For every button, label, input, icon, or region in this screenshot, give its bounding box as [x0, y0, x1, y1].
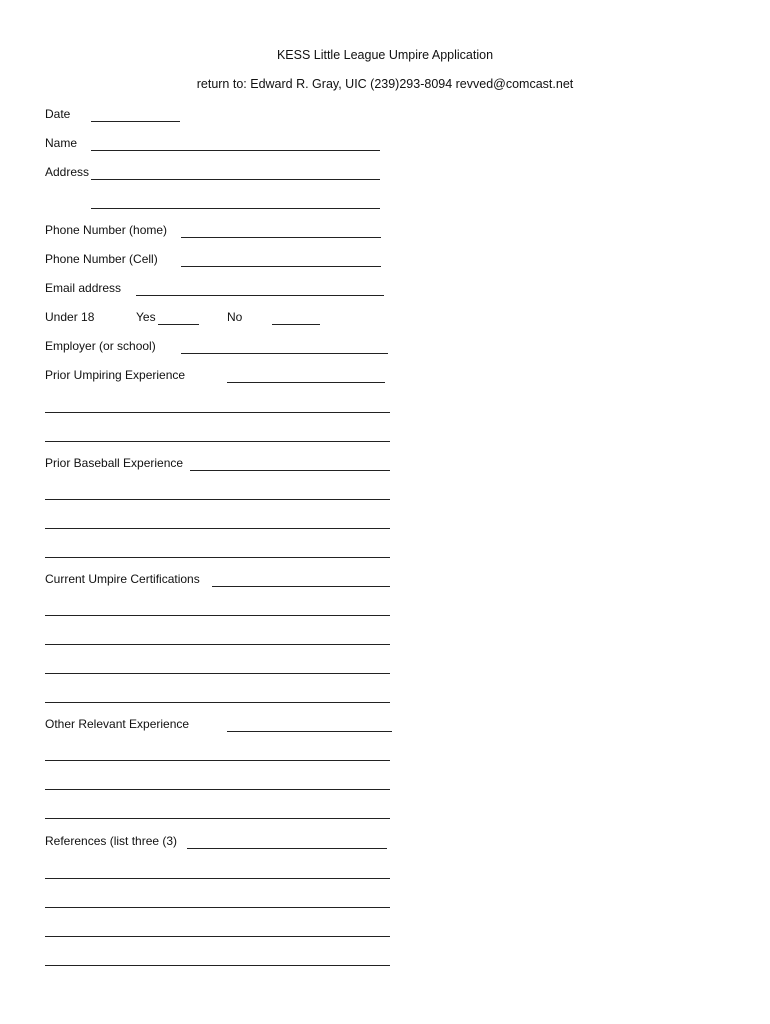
references-line-4[interactable] [45, 965, 390, 966]
employer-blank[interactable] [181, 353, 388, 354]
no-label: No [227, 310, 243, 324]
other-experience-line-3[interactable] [45, 818, 390, 819]
other-experience-label: Other Relevant Experience [45, 717, 190, 731]
address-blank-2[interactable] [91, 208, 380, 209]
references-blank[interactable] [187, 848, 387, 849]
under-18-label: Under 18 [45, 310, 95, 324]
references-label: References (list three (3) [45, 834, 178, 848]
return-to-line: return to: Edward R. Gray, UIC (239)293-8094 revved@comcast.net [196, 77, 574, 91]
address-label: Address [45, 165, 90, 179]
certifications-line-4[interactable] [45, 702, 390, 703]
date-label: Date [45, 107, 71, 121]
no-blank[interactable] [272, 324, 320, 325]
certifications-blank[interactable] [212, 586, 390, 587]
certifications-line-3[interactable] [45, 673, 390, 674]
email-blank[interactable] [136, 295, 384, 296]
date-blank[interactable] [91, 121, 180, 122]
prior-baseball-blank[interactable] [190, 470, 390, 471]
phone-cell-blank[interactable] [181, 266, 381, 267]
prior-umpiring-line-2[interactable] [45, 441, 390, 442]
certifications-line-2[interactable] [45, 644, 390, 645]
references-line-3[interactable] [45, 936, 390, 937]
yes-blank[interactable] [158, 324, 199, 325]
other-experience-line-2[interactable] [45, 789, 390, 790]
certifications-label: Current Umpire Certifications [45, 572, 200, 586]
phone-home-label: Phone Number (home) [45, 223, 168, 237]
prior-umpiring-blank[interactable] [227, 382, 385, 383]
certifications-line-1[interactable] [45, 615, 390, 616]
references-line-1[interactable] [45, 878, 390, 879]
form-title: KESS Little League Umpire Application [276, 48, 494, 62]
employer-label: Employer (or school) [45, 339, 156, 353]
other-experience-line-1[interactable] [45, 760, 390, 761]
prior-umpiring-line-1[interactable] [45, 412, 390, 413]
prior-baseball-line-3[interactable] [45, 557, 390, 558]
prior-baseball-label: Prior Baseball Experience [45, 456, 184, 470]
prior-umpiring-label: Prior Umpiring Experience [45, 368, 186, 382]
name-label: Name [45, 136, 78, 150]
name-blank[interactable] [91, 150, 380, 151]
prior-baseball-line-2[interactable] [45, 528, 390, 529]
yes-label: Yes [136, 310, 156, 324]
other-experience-blank[interactable] [227, 731, 392, 732]
phone-home-blank[interactable] [181, 237, 381, 238]
email-label: Email address [45, 281, 122, 295]
address-blank-1[interactable] [91, 179, 380, 180]
prior-baseball-line-1[interactable] [45, 499, 390, 500]
references-line-2[interactable] [45, 907, 390, 908]
phone-cell-label: Phone Number (Cell) [45, 252, 158, 266]
